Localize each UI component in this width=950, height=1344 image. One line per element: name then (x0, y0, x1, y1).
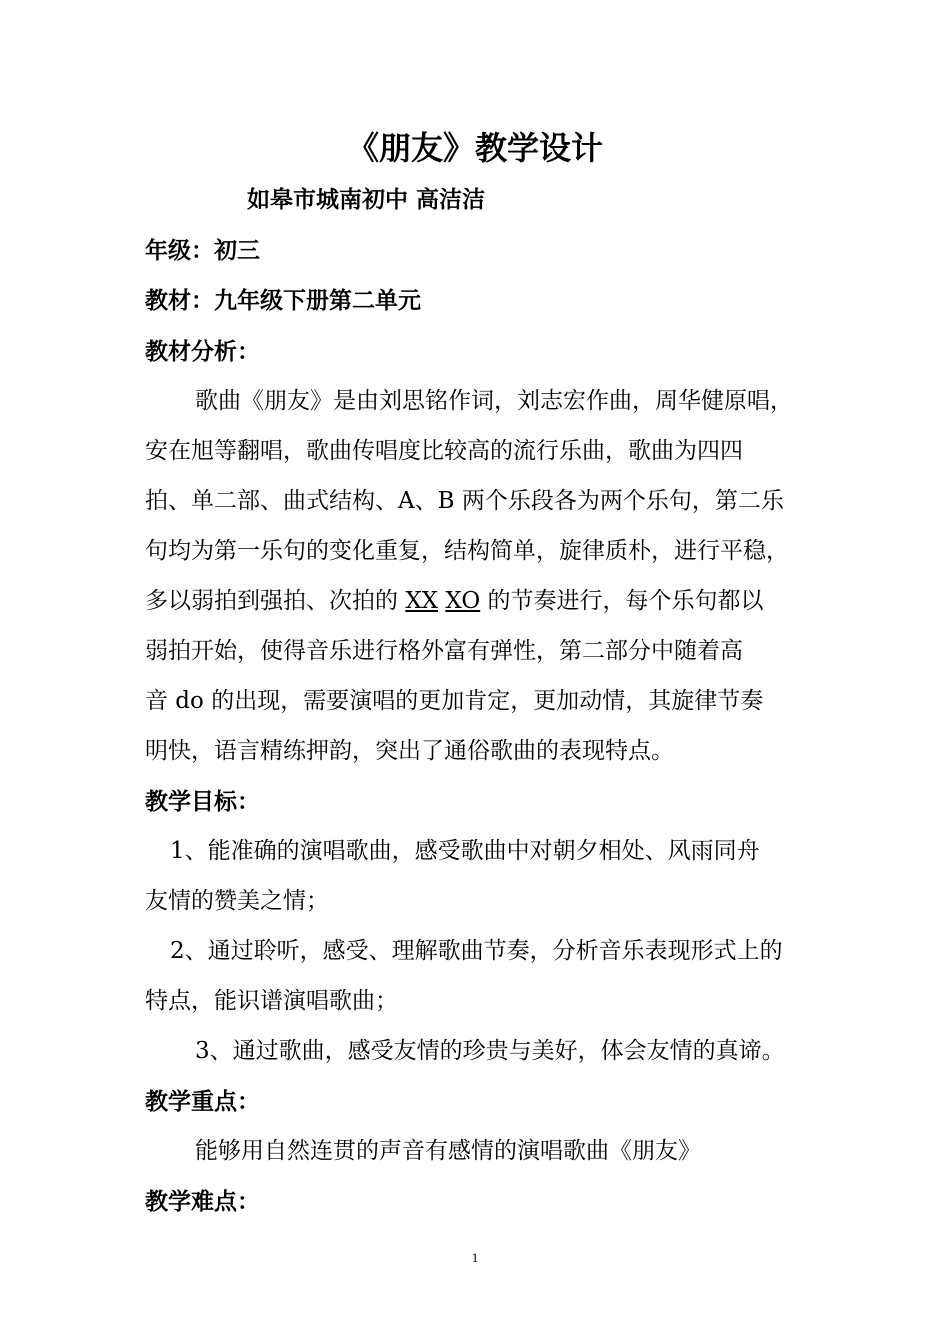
analysis-line-3: 拍、单二部、曲式结构、A、B 两个乐段各为两个乐句，第二乐 (145, 488, 784, 514)
analysis-line-6: 弱拍开始，使得音乐进行格外富有弹性，第二部分中随着高 (145, 638, 743, 664)
goal-line-5: 3、通过歌曲，感受友情的珍贵与美好，体会友情的真谛。 (195, 1038, 785, 1064)
focus-heading: 教学重点： (145, 1088, 260, 1115)
analysis-line-2: 安在旭等翻唱，歌曲传唱度比较高的流行乐曲，歌曲为四四 (145, 438, 743, 464)
difficulty-heading: 教学难点： (145, 1188, 260, 1215)
author-line: 如皋市城南初中 高洁洁 (247, 186, 486, 213)
analysis-line-1: 歌曲《朋友》是由刘思铭作词，刘志宏作曲，周华健原唱， (195, 388, 793, 414)
goal-line-1: 1、能准确的演唱歌曲，感受歌曲中对朝夕相处、风雨同舟 (170, 838, 760, 864)
analysis-line-8: 明快，语言精练押韵，突出了通俗歌曲的表现特点。 (145, 738, 674, 764)
goal-line-3: 2、通过聆听，感受、理解歌曲节奏，分析音乐表现形式上的 (170, 938, 783, 964)
analysis-line-5-after: 的节奏进行，每个乐句都以 (480, 588, 764, 614)
page-title: 《朋友》教学设计 (346, 129, 603, 167)
rhythm-notation-xx: XX (405, 588, 439, 614)
analysis-line-4: 句均为第一乐句的变化重复，结构简单，旋律质朴，进行平稳， (145, 538, 789, 564)
grade-line: 年级：初三 (145, 237, 260, 264)
analysis-line-7: 音 do 的出现，需要演唱的更加肯定，更加动情，其旋律节奏 (145, 688, 764, 714)
analysis-line-5 (145, 590, 764, 613)
goals-heading: 教学目标： (145, 788, 260, 815)
focus-text: 能够用自然连贯的声音有感情的演唱歌曲《朋友》 (195, 1138, 701, 1164)
analysis-line-5-before: 多以弱拍到强拍、次拍的 (145, 588, 406, 614)
rhythm-notation-xo: XO (445, 588, 481, 614)
goal-line-2: 友情的赞美之情； (145, 888, 329, 914)
analysis-heading: 教材分析： (145, 338, 260, 365)
textbook-line: 教材：九年级下册第二单元 (145, 287, 421, 314)
page-number: 1 (471, 1250, 479, 1265)
goal-line-4: 特点，能识谱演唱歌曲； (145, 988, 398, 1014)
